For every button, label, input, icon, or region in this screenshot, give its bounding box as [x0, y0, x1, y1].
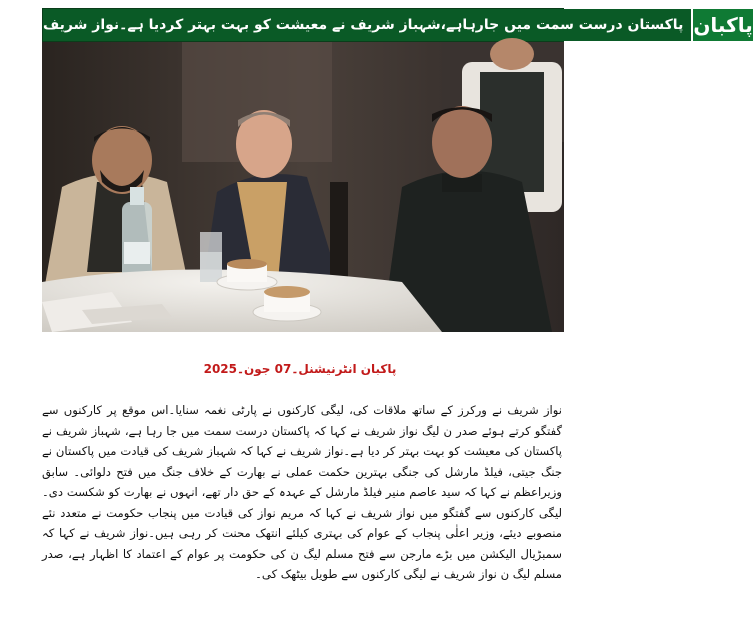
drinking-glass: [200, 232, 222, 282]
pakban-logo: پاکبان: [691, 9, 752, 41]
news-photo-image: [42, 42, 564, 332]
article-body: نواز شریف نے ورکرز کے ساتھ ملاقات کی، لیگی کارکنوں نے پارٹی نغمہ سنایا۔اس موقع پر کارکنوں سے گفتگو کرتے ہوئے صدر ن لیگ نواز شریف نے کہا کہ پاکستان درست سمت میں جا رہا ہے، شہباز شریف نے پاکستان کی معیشت کو بہت بہتر کر دیا ہے۔نواز شریف نے کہا کہ شہباز شریف کی قیادت میں پاکستان نے جنگ جیتی، فیلڈ مارشل کی جنگی بہترین حکمت عملی نے بھارت کے خلاف جنگ میں فتح دلوائی۔ سابق وزیراعظم نے کہا کہ سید عاصم منیر فیلڈ مارشل کے عہدہ کے حق دار تھے، انہوں نے بھارت کو شکست دی۔ لیگی کارکنوں سے گفتگو میں نواز شریف نے کہا کہ مریم نواز کی قیادت میں پنجاب حکومت نے متعدد نئے منصوبے دیئے، وزیر اعلٰی پنجاب کے عوام کی بہتری کیلئے انتھک محنت کر رہی ہیں۔نواز شریف نے کہا کہ سمبڑیال الیکشن میں بڑے مارجن سے فتح مسلم لیگ ن کی حکومت پر عوام کے اعتماد کا اظہار ہے، صدر مسلم لیگ ن نواز شریف نے لیگی کارکنوں سے طویل بیٹھک کی۔: [42, 403, 562, 581]
headline-banner: [42, 8, 753, 42]
dateline: پاکبان انٹرنیشنل۔07 جون۔2025: [203, 362, 397, 376]
photo-scene: [42, 42, 564, 332]
banner-headline: پاکستان درست سمت میں جارہاہے،شہباز شریف نے معیشت کو بہت بہتر کردیا ہے۔نواز شریف: [43, 9, 691, 41]
